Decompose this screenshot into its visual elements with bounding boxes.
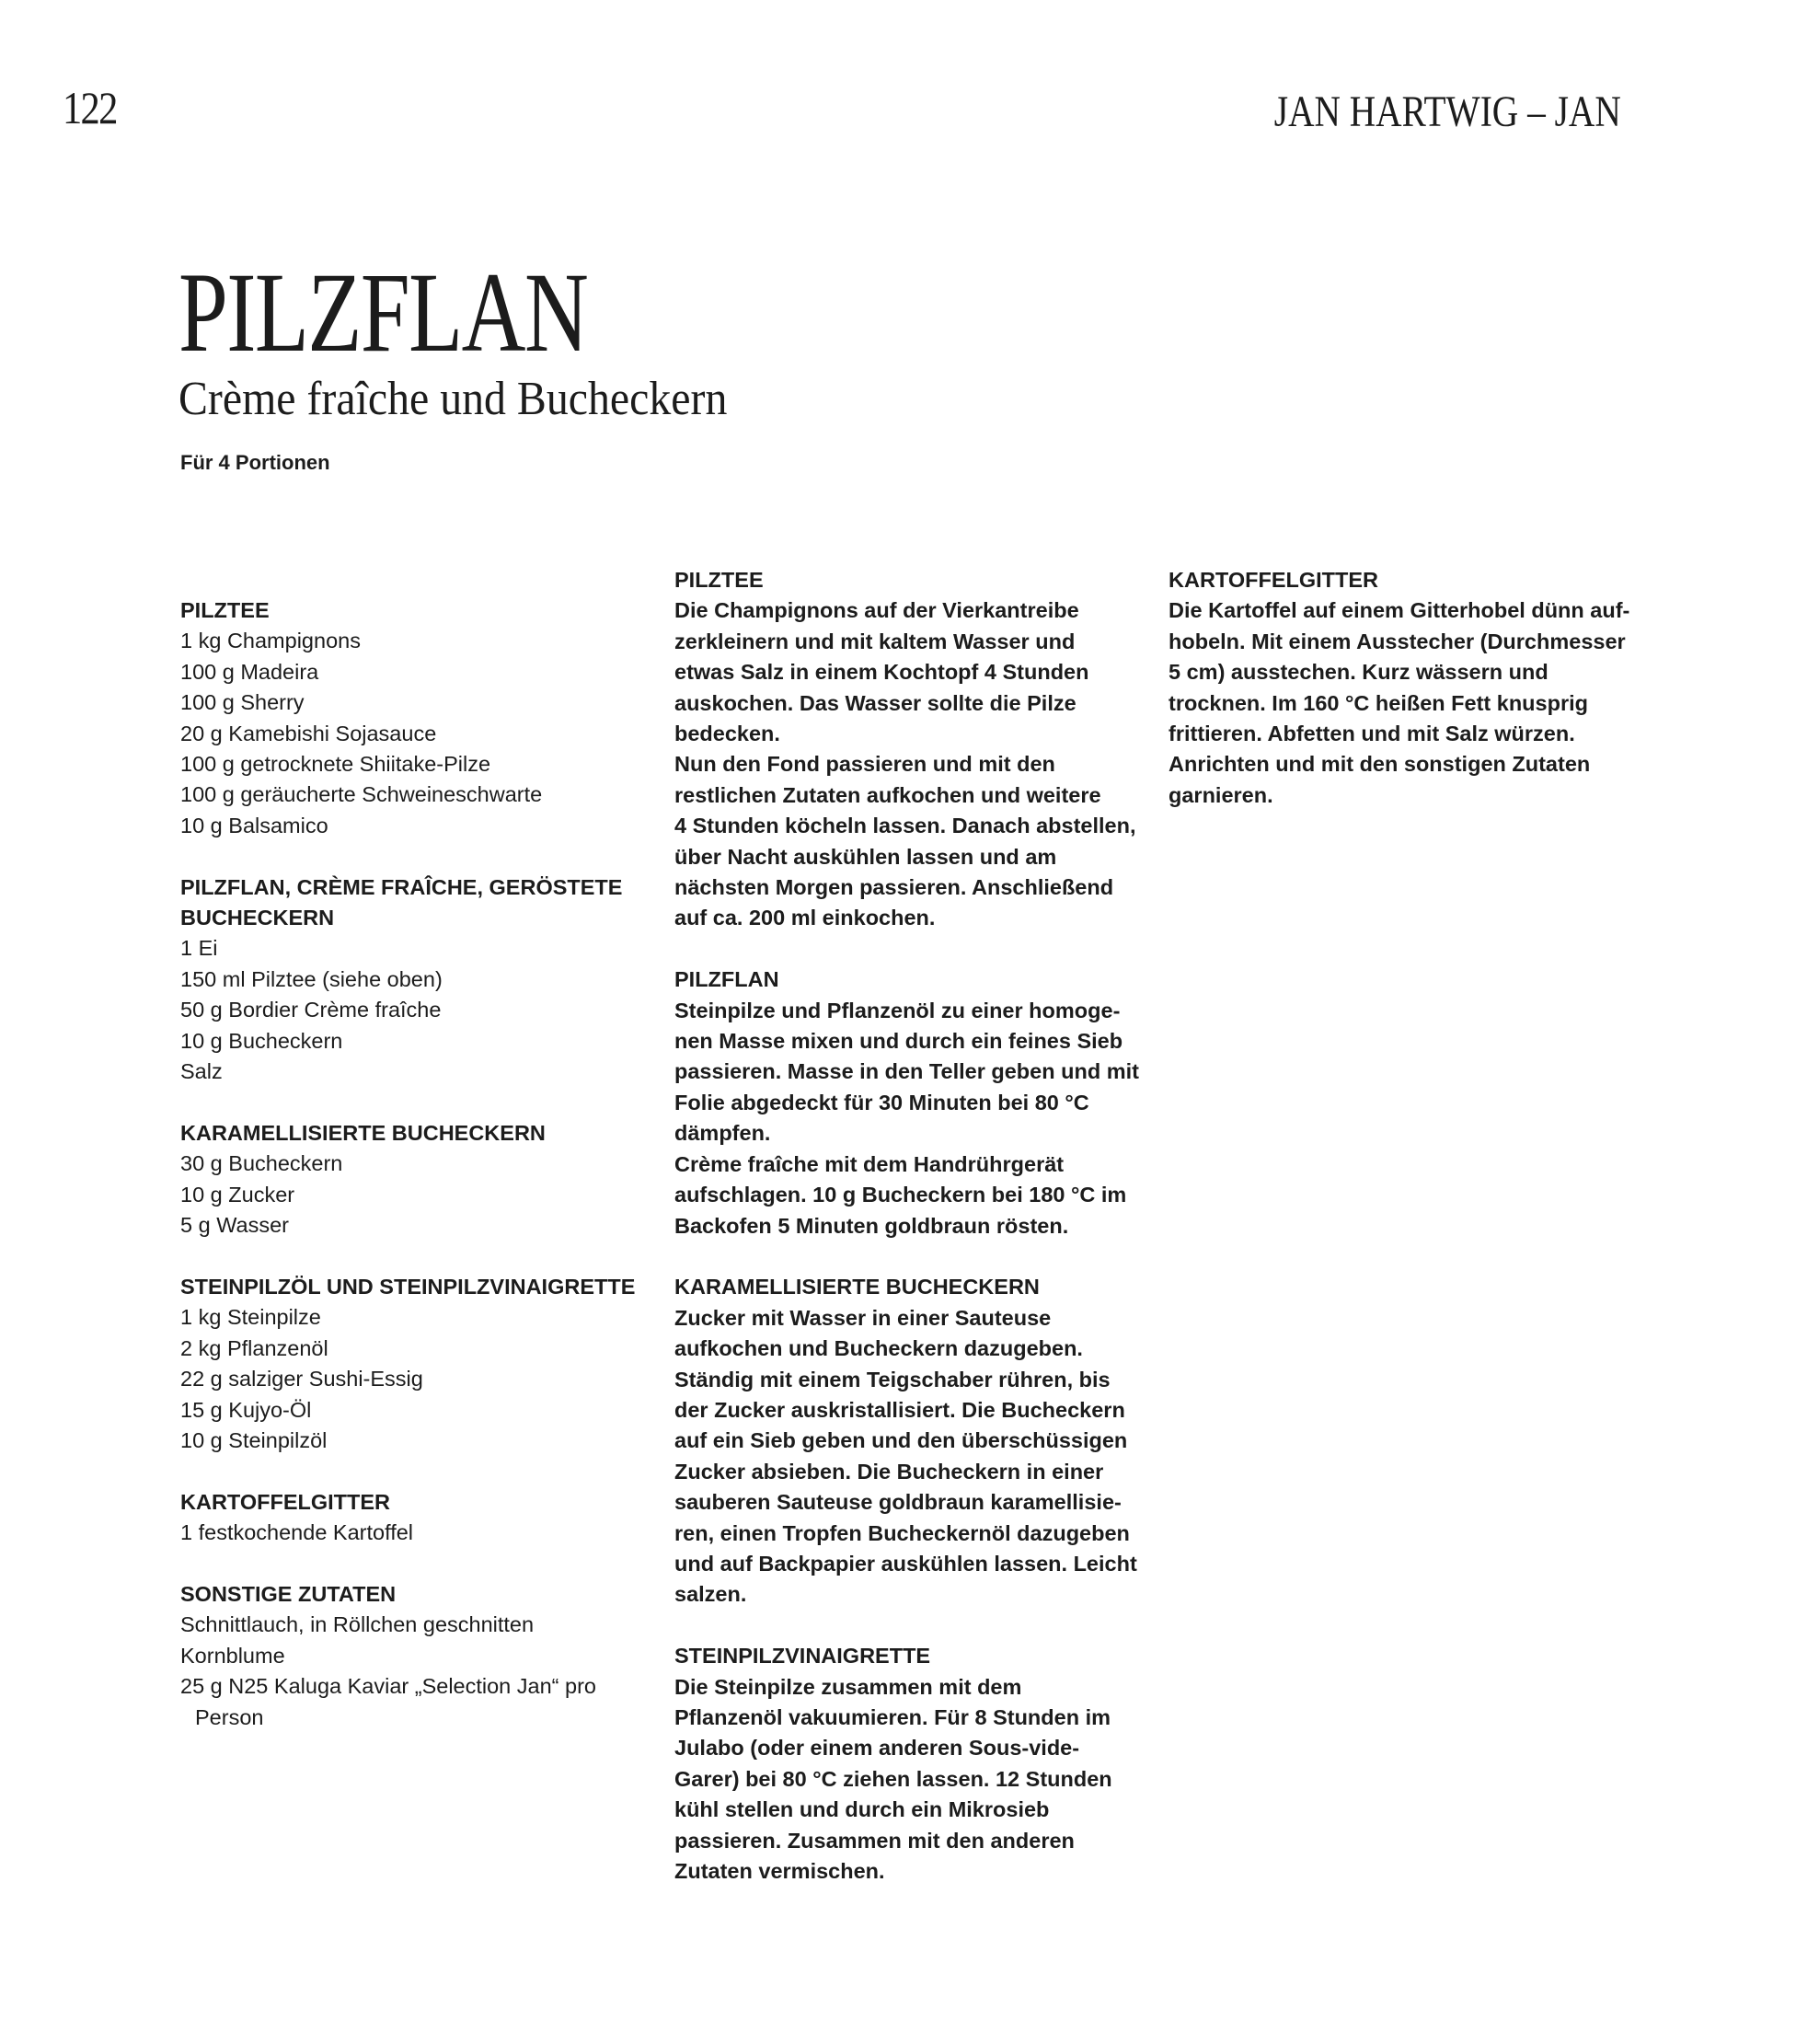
ingredient-section [180,595,650,841]
ingredient-item: 100 g Madeira [180,659,319,684]
recipe-title: PILZFLAN [178,249,588,375]
method-section-heading: STEINPILZVINAIGRETTE [674,1644,931,1669]
method-section-heading: KARAMELLISIERTE BUCHECKERN [674,1275,1040,1299]
ingredient-item: 1 kg Champignons [180,629,361,653]
ingredient-item: 15 g Kujyo-Öl [180,1397,312,1422]
ingredient-item: 30 g Bucheckern [180,1151,343,1176]
ingredient-item: Schnittlauch, in Röllchen geschnitten [180,1612,535,1637]
ingredient-section-heading: KARTOFFELGITTER [180,1489,391,1514]
method-section [674,565,1153,934]
ingredient-section-heading: PILZFLAN, CRÈME FRAÎCHE, GERÖSTETE BUCHECKERN [180,874,623,930]
ingredient-item: 100 g getrocknete Shiitake-Pilze [180,752,491,777]
ingredient-section [180,1487,650,1549]
method-text: Die Steinpilze zusammen mit dem Pflanzenöl vakuumieren. Für 8 Stunden im Julabo (oder einem anderen Sous-vide- Garer) bei 80 °C ziehen lassen. 12 Stunden kühl stellen und durch ein Mikrosieb passieren. Zusammen mit den anderen Zutaten vermischen. [674,1674,1112,1884]
ingredient-section-heading: SONSTIGE ZUTATEN [180,1581,397,1606]
ingredient-item: 50 g Bordier Crème fraîche [180,998,442,1022]
ingredients-column [180,595,650,1763]
method-text: Die Champignons auf der Vierkantreibe zerkleinern und mit kaltem Wasser und etwas Salz in einem Kochtopf 4 Stunden auskochen. Das Wasser sollte die Pilze bedecken. Nun den Fond passieren und mit den restlichen Zutaten aufkochen und weitere 4 Stunden köcheln lassen. Danach abstellen, über Nacht auskühlen lassen und am nächsten Morgen passieren. Anschließend auf ca. 200 ml einkochen. [674,598,1136,930]
method-column [674,565,1153,1918]
ingredient-section [180,872,650,1088]
ingredient-section-heading: STEINPILZÖL UND STEINPILZVINAIGRETTE [180,1274,636,1299]
ingredient-section [180,1272,650,1456]
page-number: 122 [63,82,117,133]
method-section-heading: PILZFLAN [674,967,779,992]
ingredient-section-heading: PILZTEE [180,598,270,622]
servings: Für 4 Portionen [180,451,330,474]
ingredient-item: Salz [180,1059,223,1084]
ingredient-item: 10 g Bucheckern [180,1028,343,1053]
ingredient-item: 100 g Sherry [180,690,305,715]
ingredient-item: 10 g Zucker [180,1182,295,1207]
ingredient-item: 22 g salziger Sushi-Essig [180,1367,423,1392]
ingredient-section [180,1118,650,1241]
ingredient-item: 25 g N25 Kaluga Kaviar „Selection Jan“ pro Person [180,1674,596,1729]
ingredient-item: 1 kg Steinpilze [180,1305,321,1330]
method-text: Zucker mit Wasser in einer Sauteuse aufkochen und Bucheckern dazugeben. Ständig mit einem Teigschaber rühren, bis der Zucker auskristallisiert. Die Bucheckern auf ein Sieb geben und den überschüssigen Zucker absieben. Die Bucheckern in einer sauberen Sauteuse goldbraun karamellisie- ren, einen Tropfen Bucheckernöl dazugeben und auf Backpapier auskühlen lassen. Leicht salzen. [674,1305,1137,1607]
ingredient-item: 100 g geräucherte Schweineschwarte [180,782,543,807]
ingredient-item: 10 g Steinpilzöl [180,1427,328,1452]
method-section [674,1272,1153,1610]
method-section [674,964,1153,1241]
recipe-subtitle: Crème fraîche und Bucheckern [178,373,728,425]
ingredient-item: 20 g Kamebishi Sojasauce [180,721,437,745]
method-section [1169,565,1638,811]
method-section [674,1641,1153,1887]
ingredient-item: 2 kg Pflanzenöl [180,1335,328,1360]
ingredient-item: 150 ml Pilztee (siehe oben) [180,966,443,991]
method-text: Steinpilze und Pflanzenöl zu einer homoge- nen Masse mixen und durch ein feines Sieb passieren. Masse in den Teller geben und mit Folie abgedeckt für 30 Minuten bei 80 °C dämpfen. Crème fraîche mit dem Handrührgerät aufschlagen. 10 g Bucheckern bei 180 °C im Backofen 5 Minuten goldbraun rösten. [674,998,1139,1238]
ingredient-item: 10 g Balsamico [180,813,328,837]
ingredient-item: Kornblume [180,1643,285,1668]
method-text: Die Kartoffel auf einem Gitterhobel dünn auf- hobeln. Mit einem Ausstecher (Durchmesser 5 cm) ausstechen. Kurz wässern und trocknen. Im 160 °C heißen Fett knusprig frittieren. Abfetten und mit Salz würzen. Anrichten und mit den sonstigen Zutaten garnieren. [1169,598,1630,807]
ingredient-item: 1 Ei [180,936,218,961]
running-header: JAN HARTWIG – JAN [1274,87,1621,136]
method-column-right [1169,565,1638,842]
ingredient-section [180,1579,650,1733]
ingredient-item: 5 g Wasser [180,1213,289,1238]
ingredient-item: 1 festkochende Kartoffel [180,1520,414,1545]
method-section-heading: PILZTEE [674,568,764,592]
ingredient-section-heading: KARAMELLISIERTE BUCHECKERN [180,1120,546,1145]
method-section-heading: KARTOFFELGITTER [1169,568,1379,592]
